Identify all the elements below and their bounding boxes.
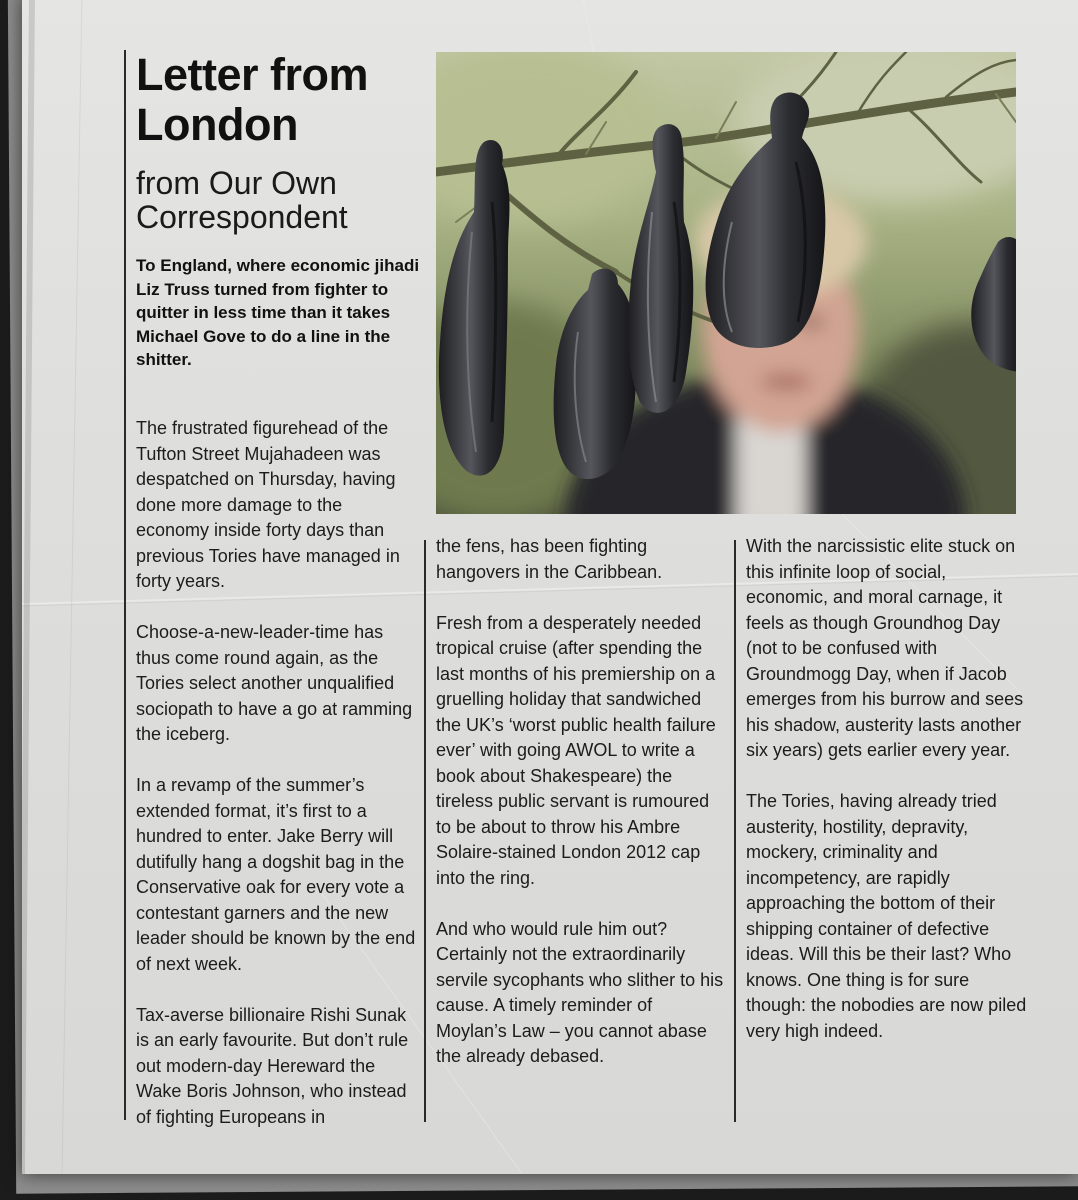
dog-waste-bags-on-branch-photo-icon xyxy=(436,52,1016,514)
column-2-paragraph: And who would rule him out? Certainly not the extraordinarily servile sycophants who slither to his cause. A timely reminder of Moylan’s Law – you cannot abase the already debased. xyxy=(436,918,724,1066)
article-headline: Letter from London xyxy=(136,49,369,150)
column-3-paragraph: With the narcissistic elite stuck on this infinite loop of social, economic, and moral carnage, it feels as though Groundhog Day (not to be confused with Groundmogg Day, when if Jacob emerges from his burrow and sees his shadow, austerity lasts another six years) gets earlier every year. xyxy=(746,536,1024,760)
column-1-paragraph: Choose-a-new-leader-time has thus come round again, as the Tories select another unqualified sociopath to have a go at ramming the iceberg. xyxy=(136,622,413,744)
column-rule-middle xyxy=(424,540,426,1122)
text-column-3 xyxy=(746,534,1031,1070)
text-column-2 xyxy=(436,534,726,1095)
text-column-1 xyxy=(136,416,418,1156)
column-1-paragraph: Tax-averse billionaire Rishi Sunak is an early favourite. But don’t rule out modern-day Hereward the Wake Boris Johnson, who instead of fighting Europeans in xyxy=(136,1004,409,1127)
column-3-paragraph: The Tories, having already tried austerity, hostility, depravity, mockery, criminality and incompetency, are rapidly approaching the bottom of their shipping container of defective ideas. Will this be their last? Who knows. One thing is for sure though: the nobodies are now piled very high indeed. xyxy=(746,791,1027,1041)
column-rule-right xyxy=(734,540,736,1122)
column-2-paragraph: the fens, has been fighting hangovers in the Caribbean. xyxy=(436,536,663,582)
article-byline: from Our Own Correspondent xyxy=(136,165,348,235)
dog-waste-bag-2 xyxy=(554,269,637,479)
article-photo xyxy=(436,52,1016,514)
column-1-paragraph: In a revamp of the summer’s extended format, it’s first to a hundred to enter. Jake Berry will dutifully hang a dogshit bag in the Conservative oak for every vote a contestant garners and the new leader should be known by the end of next week. xyxy=(136,775,416,974)
column-2-paragraph: Fresh from a desperately needed tropical cruise (after spending the last months of his premiership on a gruelling holiday that sandwiched the UK’s ‘worst public health failure ever’ with going AWOL to write a book about Shakespeare) the tireless public servant is rumoured to be about to throw his Ambre Solaire-stained London 2012 cap into the ring. xyxy=(436,612,716,888)
column-rule-left xyxy=(124,50,126,1120)
article-standfirst: To England, where economic jihadi Liz Truss turned from fighter to quitter in less time than it takes Michael Gove to do a line in the shitter. xyxy=(136,256,420,369)
column-1-paragraph: The frustrated figurehead of the Tufton Street Mujahadeen was despatched on Thursday, having done more damage to the economy inside forty days than previous Tories have managed in forty years. xyxy=(136,418,400,591)
